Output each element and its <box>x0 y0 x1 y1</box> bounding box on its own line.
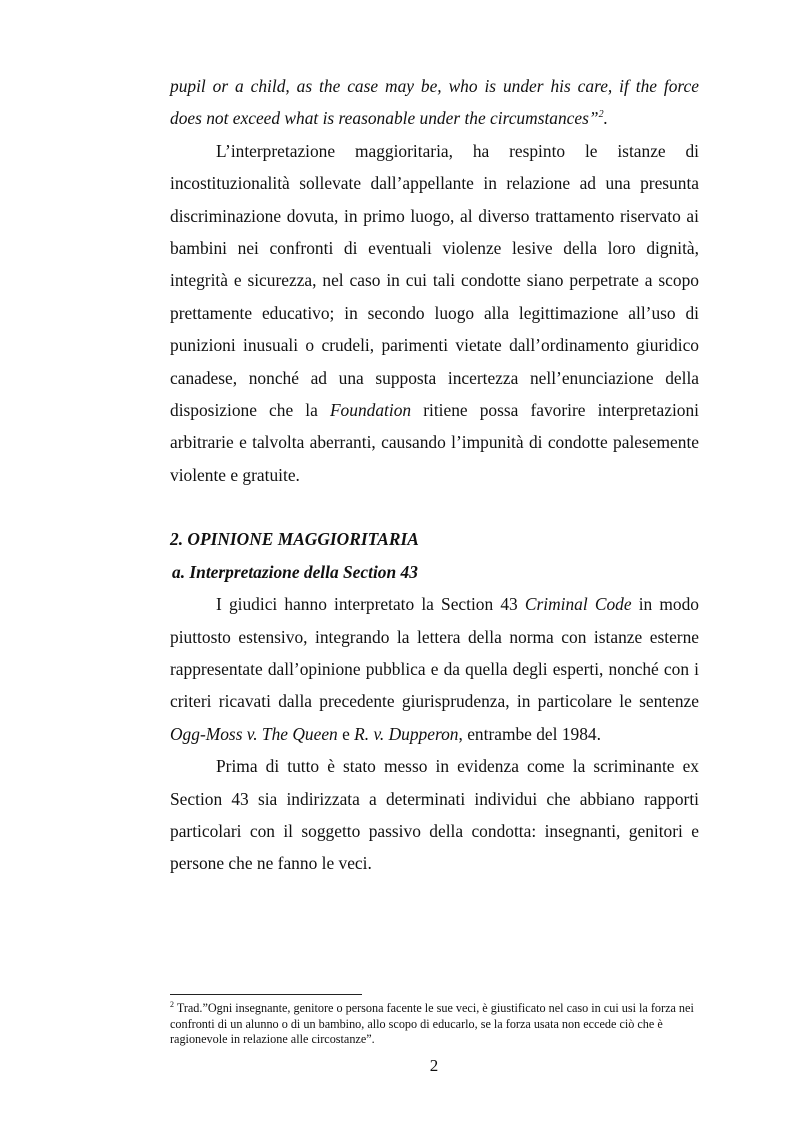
section-heading: 2. OPINIONE MAGGIORITARIA <box>170 529 419 550</box>
footnote <box>170 1001 699 1048</box>
paragraph1-text: L’interpretazione maggioritaria, ha respinto le istanze di incostituzionalità sollevate dall’appellante in relazione ad una presunta discriminazione dovuta, in primo luogo, al diverso trattamento riservato ai bambini nei confronti di eventuali violenze lesive della loro dignità, integrità e sicurezza, nel caso in cui tali condotte siano perpetrate a scopo prettamente educativo; in secondo luogo alla legittimazione all’uso di punizioni inusuali o crudeli, parimenti vietate dall’ordinamento giuridico canadese, nonché ad una supposta incertezza nell’enunciazione della disposizione che la <box>170 140 699 421</box>
footnote-text: Trad.”Ogni insegnante, genitore o persona facente le sue veci, è giustificato nel caso in cui usi la forza nei confronti di un alunno o di un bambino, allo scopo di educarlo, se la forza usata non eccede ciò che è ragionevole in relazione alle circostanze”. <box>170 1001 694 1046</box>
case-dupperon: R. v. Dupperon <box>354 723 459 744</box>
foundation-term: Foundation <box>329 400 412 421</box>
quote-end-punct: . <box>603 108 608 129</box>
quote-line-2 <box>170 102 699 134</box>
paragraph2-text-b: in modo piuttosto estensivo, integrando la lettera della norma con istanze esterne rappresentate dall’opinione pubblica e da quella degli esperti, nonché con i criteri ricavati dalla precedente giurisprudenza, in particolare le sentenze <box>170 594 699 712</box>
quote-line-1: pupil or a child, as the case may be, who is under his care, if the force <box>170 76 699 96</box>
quote-line-2-text: does not exceed what is reasonable under the circumstances” <box>170 108 599 129</box>
paragraph2-text-d: , entrambe del 1984. <box>458 723 601 744</box>
case-ogg-moss: Ogg-Moss v. The Queen <box>170 723 338 744</box>
paragraph2-text-c: e <box>337 723 355 744</box>
paragraph-judges-interpretation <box>170 588 699 750</box>
subsection-heading: a. Interpretazione della Section 43 <box>172 561 418 582</box>
document-body <box>170 70 699 880</box>
paragraph2-text-a: I giudici hanno interpretato la Section 43 <box>216 594 525 615</box>
footnote-number: 2 <box>170 1000 174 1009</box>
paragraph1-text-end: ritiene possa favorire interpretazioni arbitrarie e talvolta aberranti, causando l’impunità di condotte palesemente violente e gratuite. <box>170 400 699 485</box>
paragraph-majority-interpretation <box>170 135 699 491</box>
footnote-divider <box>170 994 362 995</box>
footnote-reference[interactable]: 2 <box>598 109 604 121</box>
paragraph-first-of-all: Prima di tutto è stato messo in evidenza come la scriminante ex Section 43 sia indirizzata a determinati individui che abbiano rapporti particolari con il soggetto passivo della condotta: insegnanti, genitori e persone che ne fanno le veci. <box>170 756 699 874</box>
page-number: 2 <box>429 1056 439 1075</box>
quote-continuation <box>170 70 699 135</box>
criminal-code-term: Criminal Code <box>524 594 632 615</box>
